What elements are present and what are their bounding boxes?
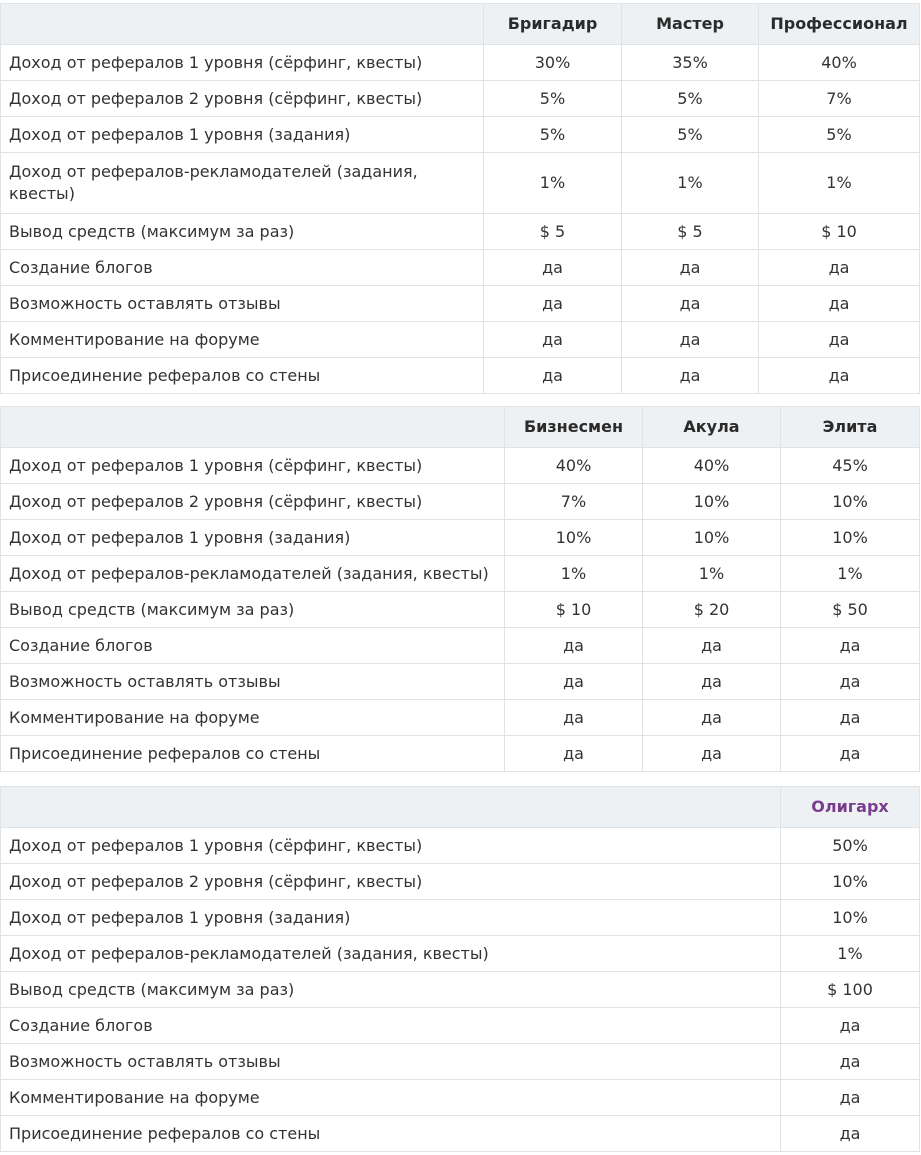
cell: $ 5 xyxy=(484,214,622,250)
row-label: Создание блогов xyxy=(1,250,484,286)
table-row xyxy=(1,664,920,700)
cell: 50% xyxy=(781,828,920,864)
cell: 1% xyxy=(643,556,781,592)
row-label: Доход от рефералов 1 уровня (сёрфинг, квесты) xyxy=(1,45,484,81)
row-label: Доход от рефералов 1 уровня (задания) xyxy=(1,520,505,556)
cell: да xyxy=(781,664,920,700)
row-label: Комментирование на форуме xyxy=(1,1080,781,1116)
table-row xyxy=(1,81,920,117)
table-row xyxy=(1,1044,920,1080)
cell: 1% xyxy=(781,936,920,972)
row-label: Доход от рефералов 1 уровня (сёрфинг, квесты) xyxy=(1,448,505,484)
table-row xyxy=(1,1008,920,1044)
header-oligarch: Олигарх xyxy=(781,787,920,828)
row-label: Доход от рефералов-рекламодателей (задания, квесты) xyxy=(1,556,505,592)
row-label: Доход от рефералов 1 уровня (сёрфинг, квесты) xyxy=(1,828,781,864)
table-header-row xyxy=(1,4,920,45)
table-row xyxy=(1,117,920,153)
row-label: Вывод средств (максимум за раз) xyxy=(1,972,781,1008)
cell: да xyxy=(781,1116,920,1152)
header-empty xyxy=(1,787,781,828)
cell: 7% xyxy=(505,484,643,520)
header-brigadir: Бригадир xyxy=(484,4,622,45)
table-row xyxy=(1,45,920,81)
row-label: Вывод средств (максимум за раз) xyxy=(1,592,505,628)
cell: да xyxy=(781,628,920,664)
cell: да xyxy=(505,700,643,736)
table-row xyxy=(1,484,920,520)
cell: 10% xyxy=(505,520,643,556)
table-row xyxy=(1,936,920,972)
header-shark: Акула xyxy=(643,407,781,448)
row-label: Доход от рефералов 2 уровня (сёрфинг, квесты) xyxy=(1,484,505,520)
cell: 5% xyxy=(484,117,622,153)
cell: $ 5 xyxy=(622,214,759,250)
cell: да xyxy=(643,736,781,772)
row-label: Доход от рефералов 1 уровня (задания) xyxy=(1,900,781,936)
row-label: Комментирование на форуме xyxy=(1,700,505,736)
cell: 35% xyxy=(622,45,759,81)
cell: да xyxy=(622,358,759,394)
cell: да xyxy=(643,664,781,700)
header-empty xyxy=(1,407,505,448)
row-label: Возможность оставлять отзывы xyxy=(1,664,505,700)
cell: да xyxy=(622,250,759,286)
cell: 1% xyxy=(505,556,643,592)
table-row xyxy=(1,828,920,864)
cell: 5% xyxy=(622,117,759,153)
cell: да xyxy=(622,286,759,322)
cell: да xyxy=(781,736,920,772)
row-label: Комментирование на форуме xyxy=(1,322,484,358)
table-row xyxy=(1,592,920,628)
cell: да xyxy=(505,664,643,700)
cell: да xyxy=(781,700,920,736)
row-label: Доход от рефералов-рекламодателей (задания, квесты) xyxy=(1,153,484,214)
cell: 1% xyxy=(484,153,622,214)
table-row xyxy=(1,520,920,556)
row-label: Присоединение рефералов со стены xyxy=(1,358,484,394)
row-label: Присоединение рефералов со стены xyxy=(1,736,505,772)
table-row xyxy=(1,214,920,250)
cell: 10% xyxy=(781,864,920,900)
cell: 10% xyxy=(643,484,781,520)
cell: 7% xyxy=(759,81,920,117)
header-businessman: Бизнесмен xyxy=(505,407,643,448)
row-label: Доход от рефералов-рекламодателей (задания, квесты) xyxy=(1,936,781,972)
cell: 30% xyxy=(484,45,622,81)
row-label: Создание блогов xyxy=(1,1008,781,1044)
table-row xyxy=(1,358,920,394)
cell: 10% xyxy=(643,520,781,556)
status-table-2 xyxy=(0,406,920,772)
table-row xyxy=(1,448,920,484)
cell: 10% xyxy=(781,900,920,936)
cell: да xyxy=(759,322,920,358)
cell: 1% xyxy=(622,153,759,214)
header-empty xyxy=(1,4,484,45)
row-label: Возможность оставлять отзывы xyxy=(1,286,484,322)
cell: да xyxy=(759,358,920,394)
row-label: Возможность оставлять отзывы xyxy=(1,1044,781,1080)
table-row xyxy=(1,153,920,214)
table-row xyxy=(1,556,920,592)
cell: 5% xyxy=(622,81,759,117)
table-header-row xyxy=(1,407,920,448)
table-row xyxy=(1,864,920,900)
cell: да xyxy=(643,628,781,664)
cell: да xyxy=(484,358,622,394)
cell: 1% xyxy=(759,153,920,214)
row-label: Создание блогов xyxy=(1,628,505,664)
cell: 10% xyxy=(781,484,920,520)
table-row xyxy=(1,1080,920,1116)
row-label: Доход от рефералов 2 уровня (сёрфинг, квесты) xyxy=(1,81,484,117)
table-header-row xyxy=(1,787,920,828)
cell: 40% xyxy=(505,448,643,484)
table-row xyxy=(1,628,920,664)
table-row xyxy=(1,322,920,358)
table-row xyxy=(1,250,920,286)
cell: 40% xyxy=(643,448,781,484)
cell: да xyxy=(781,1080,920,1116)
cell: 45% xyxy=(781,448,920,484)
cell: да xyxy=(759,250,920,286)
cell: 1% xyxy=(781,556,920,592)
cell: да xyxy=(781,1044,920,1080)
table-row xyxy=(1,972,920,1008)
cell: да xyxy=(484,250,622,286)
cell: 40% xyxy=(759,45,920,81)
cell: 5% xyxy=(484,81,622,117)
table-row xyxy=(1,700,920,736)
cell: $ 50 xyxy=(781,592,920,628)
table-row xyxy=(1,900,920,936)
status-table-1 xyxy=(0,3,920,394)
cell: да xyxy=(484,286,622,322)
status-table-3 xyxy=(0,786,920,1152)
cell: $ 20 xyxy=(643,592,781,628)
cell: $ 10 xyxy=(505,592,643,628)
row-label: Присоединение рефералов со стены xyxy=(1,1116,781,1152)
row-label: Доход от рефералов 1 уровня (задания) xyxy=(1,117,484,153)
table-row xyxy=(1,1116,920,1152)
cell: $ 10 xyxy=(759,214,920,250)
cell: да xyxy=(759,286,920,322)
cell: 5% xyxy=(759,117,920,153)
cell: да xyxy=(781,1008,920,1044)
row-label: Доход от рефералов 2 уровня (сёрфинг, квесты) xyxy=(1,864,781,900)
cell: да xyxy=(484,322,622,358)
cell: да xyxy=(505,628,643,664)
cell: 10% xyxy=(781,520,920,556)
header-professional: Профессионал xyxy=(759,4,920,45)
cell: да xyxy=(622,322,759,358)
header-elite: Элита xyxy=(781,407,920,448)
row-label: Вывод средств (максимум за раз) xyxy=(1,214,484,250)
table-row xyxy=(1,286,920,322)
cell: да xyxy=(505,736,643,772)
table-row xyxy=(1,736,920,772)
header-master: Мастер xyxy=(622,4,759,45)
cell: да xyxy=(643,700,781,736)
cell: $ 100 xyxy=(781,972,920,1008)
